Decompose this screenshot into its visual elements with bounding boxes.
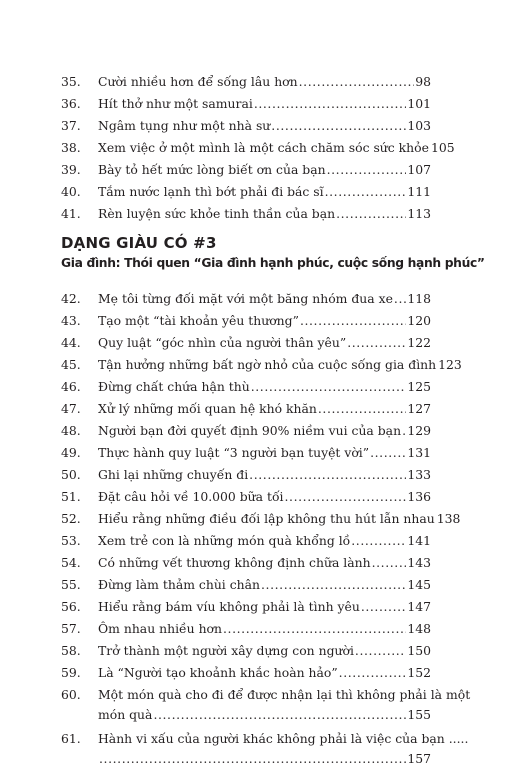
entry-title: Trở thành một người xây dựng con người — [98, 643, 354, 658]
entry-number: 45. — [61, 357, 81, 372]
entry-page: 133 — [407, 467, 431, 482]
entry-title: Bày tỏ hết mức lòng biết ơn của bạn — [98, 162, 326, 177]
toc-entry — [61, 444, 431, 461]
entry-page: 113 — [407, 206, 431, 221]
entry-page: 155 — [407, 707, 431, 722]
entry-number: 56. — [61, 599, 81, 614]
entry-number: 48. — [61, 423, 81, 438]
entry-title: Ôm nhau nhiều hơn — [98, 621, 222, 636]
entry-number: 41. — [61, 206, 81, 221]
dot-leader — [355, 642, 406, 659]
entry-number: 55. — [61, 577, 81, 592]
entry-number: 47. — [61, 401, 81, 416]
entry-number: 43. — [61, 313, 81, 328]
entry-number: 52. — [61, 511, 81, 526]
dot-leader — [361, 598, 407, 615]
toc-entry — [61, 356, 462, 373]
toc-entry — [61, 117, 431, 134]
entry-number: 59. — [61, 665, 81, 680]
dot-leader — [336, 205, 406, 222]
dot-leader — [339, 664, 407, 681]
dot-leader — [402, 422, 406, 439]
toc-entry — [61, 576, 431, 593]
toc-entry-continuation — [98, 750, 431, 767]
entry-title: Người bạn đời quyết định 90% niềm vui của bạn — [98, 423, 402, 438]
entry-number: 54. — [61, 555, 81, 570]
entry-number: 46. — [61, 379, 81, 394]
entry-number: 44. — [61, 335, 81, 350]
dot-leader — [325, 183, 407, 200]
entry-page: 136 — [407, 489, 431, 504]
entry-number: 49. — [61, 445, 81, 460]
toc-entry — [61, 730, 469, 747]
entry-title: Tạo một “tài khoản yêu thương” — [98, 313, 299, 328]
entry-title-line2: món quà — [98, 707, 153, 722]
dot-leader — [261, 576, 406, 593]
dot-leader — [249, 466, 406, 483]
entry-number: 57. — [61, 621, 81, 636]
section-heading: DẠNG GIÀU CÓ #3 — [61, 234, 217, 252]
entry-page: 145 — [407, 577, 431, 592]
entry-page: 103 — [407, 118, 431, 133]
toc-entry — [61, 205, 431, 222]
entry-number: 38. — [61, 140, 81, 155]
entry-page: 107 — [407, 162, 431, 177]
toc-entry — [61, 488, 431, 505]
entry-title: Xem việc ở một mình là một cách chăm sóc sức khỏe — [98, 140, 429, 155]
entry-title: Tận hưởng những bất ngờ nhỏ của cuộc sống gia đình — [98, 357, 437, 372]
entry-page: 129 — [407, 423, 431, 438]
entry-title: Rèn luyện sức khỏe tinh thần của bạn — [98, 206, 336, 221]
toc-entry — [61, 686, 471, 703]
entry-page: 150 — [407, 643, 431, 658]
toc-entry — [61, 334, 431, 351]
dot-leader — [327, 161, 407, 178]
entry-title: Tắm nước lạnh thì bớt phải đi bác sĩ — [98, 184, 324, 199]
dot-leader — [285, 488, 407, 505]
entry-number: 35. — [61, 74, 81, 89]
entry-title: Có những vết thương không định chữa lành — [98, 555, 371, 570]
toc-entry — [61, 510, 461, 527]
entry-page: 118 — [407, 291, 431, 306]
dot-leader — [153, 706, 406, 723]
toc-entry — [61, 312, 431, 329]
entry-title: Ngâm tụng như một nhà sư — [98, 118, 271, 133]
entry-number: 50. — [61, 467, 81, 482]
dot-leader — [300, 312, 406, 329]
toc-entry — [61, 642, 431, 659]
toc-entry — [61, 73, 431, 90]
entry-number: 39. — [61, 162, 81, 177]
dot-leader — [394, 290, 406, 307]
entry-number: 51. — [61, 489, 81, 504]
toc-entry — [61, 466, 431, 483]
entry-title: Mẹ tôi từng đối mặt với một băng nhóm đua xe — [98, 291, 393, 306]
dot-leader — [99, 750, 406, 767]
entry-page: 98 — [415, 74, 431, 89]
entry-title: Là “Người tạo khoảnh khắc hoàn hảo” — [98, 665, 338, 680]
toc-entry — [61, 554, 431, 571]
entry-title: Hiểu rằng những điều đối lập không thu hút lẫn nhau — [98, 511, 435, 526]
dot-leader — [351, 532, 406, 549]
entry-title: Xem trẻ con là những món quà khổng lồ — [98, 533, 351, 548]
entry-title: Cười nhiều hơn để sống lâu hơn — [98, 74, 298, 89]
entry-page: 143 — [407, 555, 431, 570]
entry-title: Quy luật “góc nhìn của người thân yêu” — [98, 335, 347, 350]
entry-page: 147 — [407, 599, 431, 614]
dot-leader — [254, 95, 407, 112]
entry-page: 141 — [407, 533, 431, 548]
toc-entry — [61, 139, 455, 156]
entry-number: 58. — [61, 643, 81, 658]
entry-title: Đặt câu hỏi về 10.000 bữa tối — [98, 489, 284, 504]
entry-page: 101 — [407, 96, 431, 111]
toc-entry — [61, 532, 431, 549]
entry-number: 40. — [61, 184, 81, 199]
toc-entry — [61, 95, 431, 112]
entry-number: 36. — [61, 96, 81, 111]
entry-title: Ghi lại những chuyến đi — [98, 467, 249, 482]
entry-number: 37. — [61, 118, 81, 133]
dot-leader — [299, 73, 415, 90]
section-subheading: Gia đình: Thói quen “Gia đình hạnh phúc, cuộc sống hạnh phúc” — [61, 256, 485, 270]
entry-page: 105 — [430, 140, 455, 155]
dot-leader — [223, 620, 406, 637]
entry-page: 157 — [407, 751, 431, 766]
toc-entry — [61, 400, 431, 417]
toc-entry — [61, 598, 431, 615]
entry-page: 122 — [407, 335, 431, 350]
entry-page: 123 — [438, 357, 462, 372]
entry-title: Hít thở như một samurai — [98, 96, 253, 111]
dot-leader — [347, 334, 406, 351]
dot-leader — [271, 117, 406, 134]
toc-entry — [61, 422, 431, 439]
entry-page: 148 — [407, 621, 431, 636]
entry-page: 131 — [407, 445, 431, 460]
entry-title: Đừng làm thảm chùi chân — [98, 577, 260, 592]
entry-page: 127 — [407, 401, 431, 416]
toc-entry — [61, 161, 431, 178]
entry-page: 125 — [407, 379, 431, 394]
toc-entry — [61, 183, 431, 200]
dot-leader — [372, 554, 407, 571]
toc-entry — [61, 664, 431, 681]
entry-title: Đừng chất chứa hận thù — [98, 379, 250, 394]
entry-title: Hiểu rằng bám víu không phải là tình yêu — [98, 599, 360, 614]
entry-number: 60. — [61, 687, 81, 702]
entry-title: Một món quà cho đi để được nhận lại thì không phải là một — [98, 687, 471, 702]
toc-entry — [61, 378, 431, 395]
entry-page: 152 — [407, 665, 431, 680]
dot-leader — [370, 444, 406, 461]
toc-entry-continuation — [98, 706, 431, 723]
toc-entry — [61, 290, 431, 307]
dot-leader — [318, 400, 406, 417]
entry-number: 61. — [61, 731, 81, 746]
entry-title: Hành vi xấu của người khác không phải là việc của bạn ..... — [98, 731, 469, 746]
entry-title: Xử lý những mối quan hệ khó khăn — [98, 401, 317, 416]
entry-page: 138 — [436, 511, 461, 526]
dot-leader — [251, 378, 407, 395]
entry-page: 111 — [407, 184, 431, 199]
entry-number: 53. — [61, 533, 81, 548]
toc-entry — [61, 620, 431, 637]
entry-page: 120 — [407, 313, 431, 328]
entry-number: 42. — [61, 291, 81, 306]
entry-title: Thực hành quy luật “3 người bạn tuyệt vời” — [98, 445, 370, 460]
